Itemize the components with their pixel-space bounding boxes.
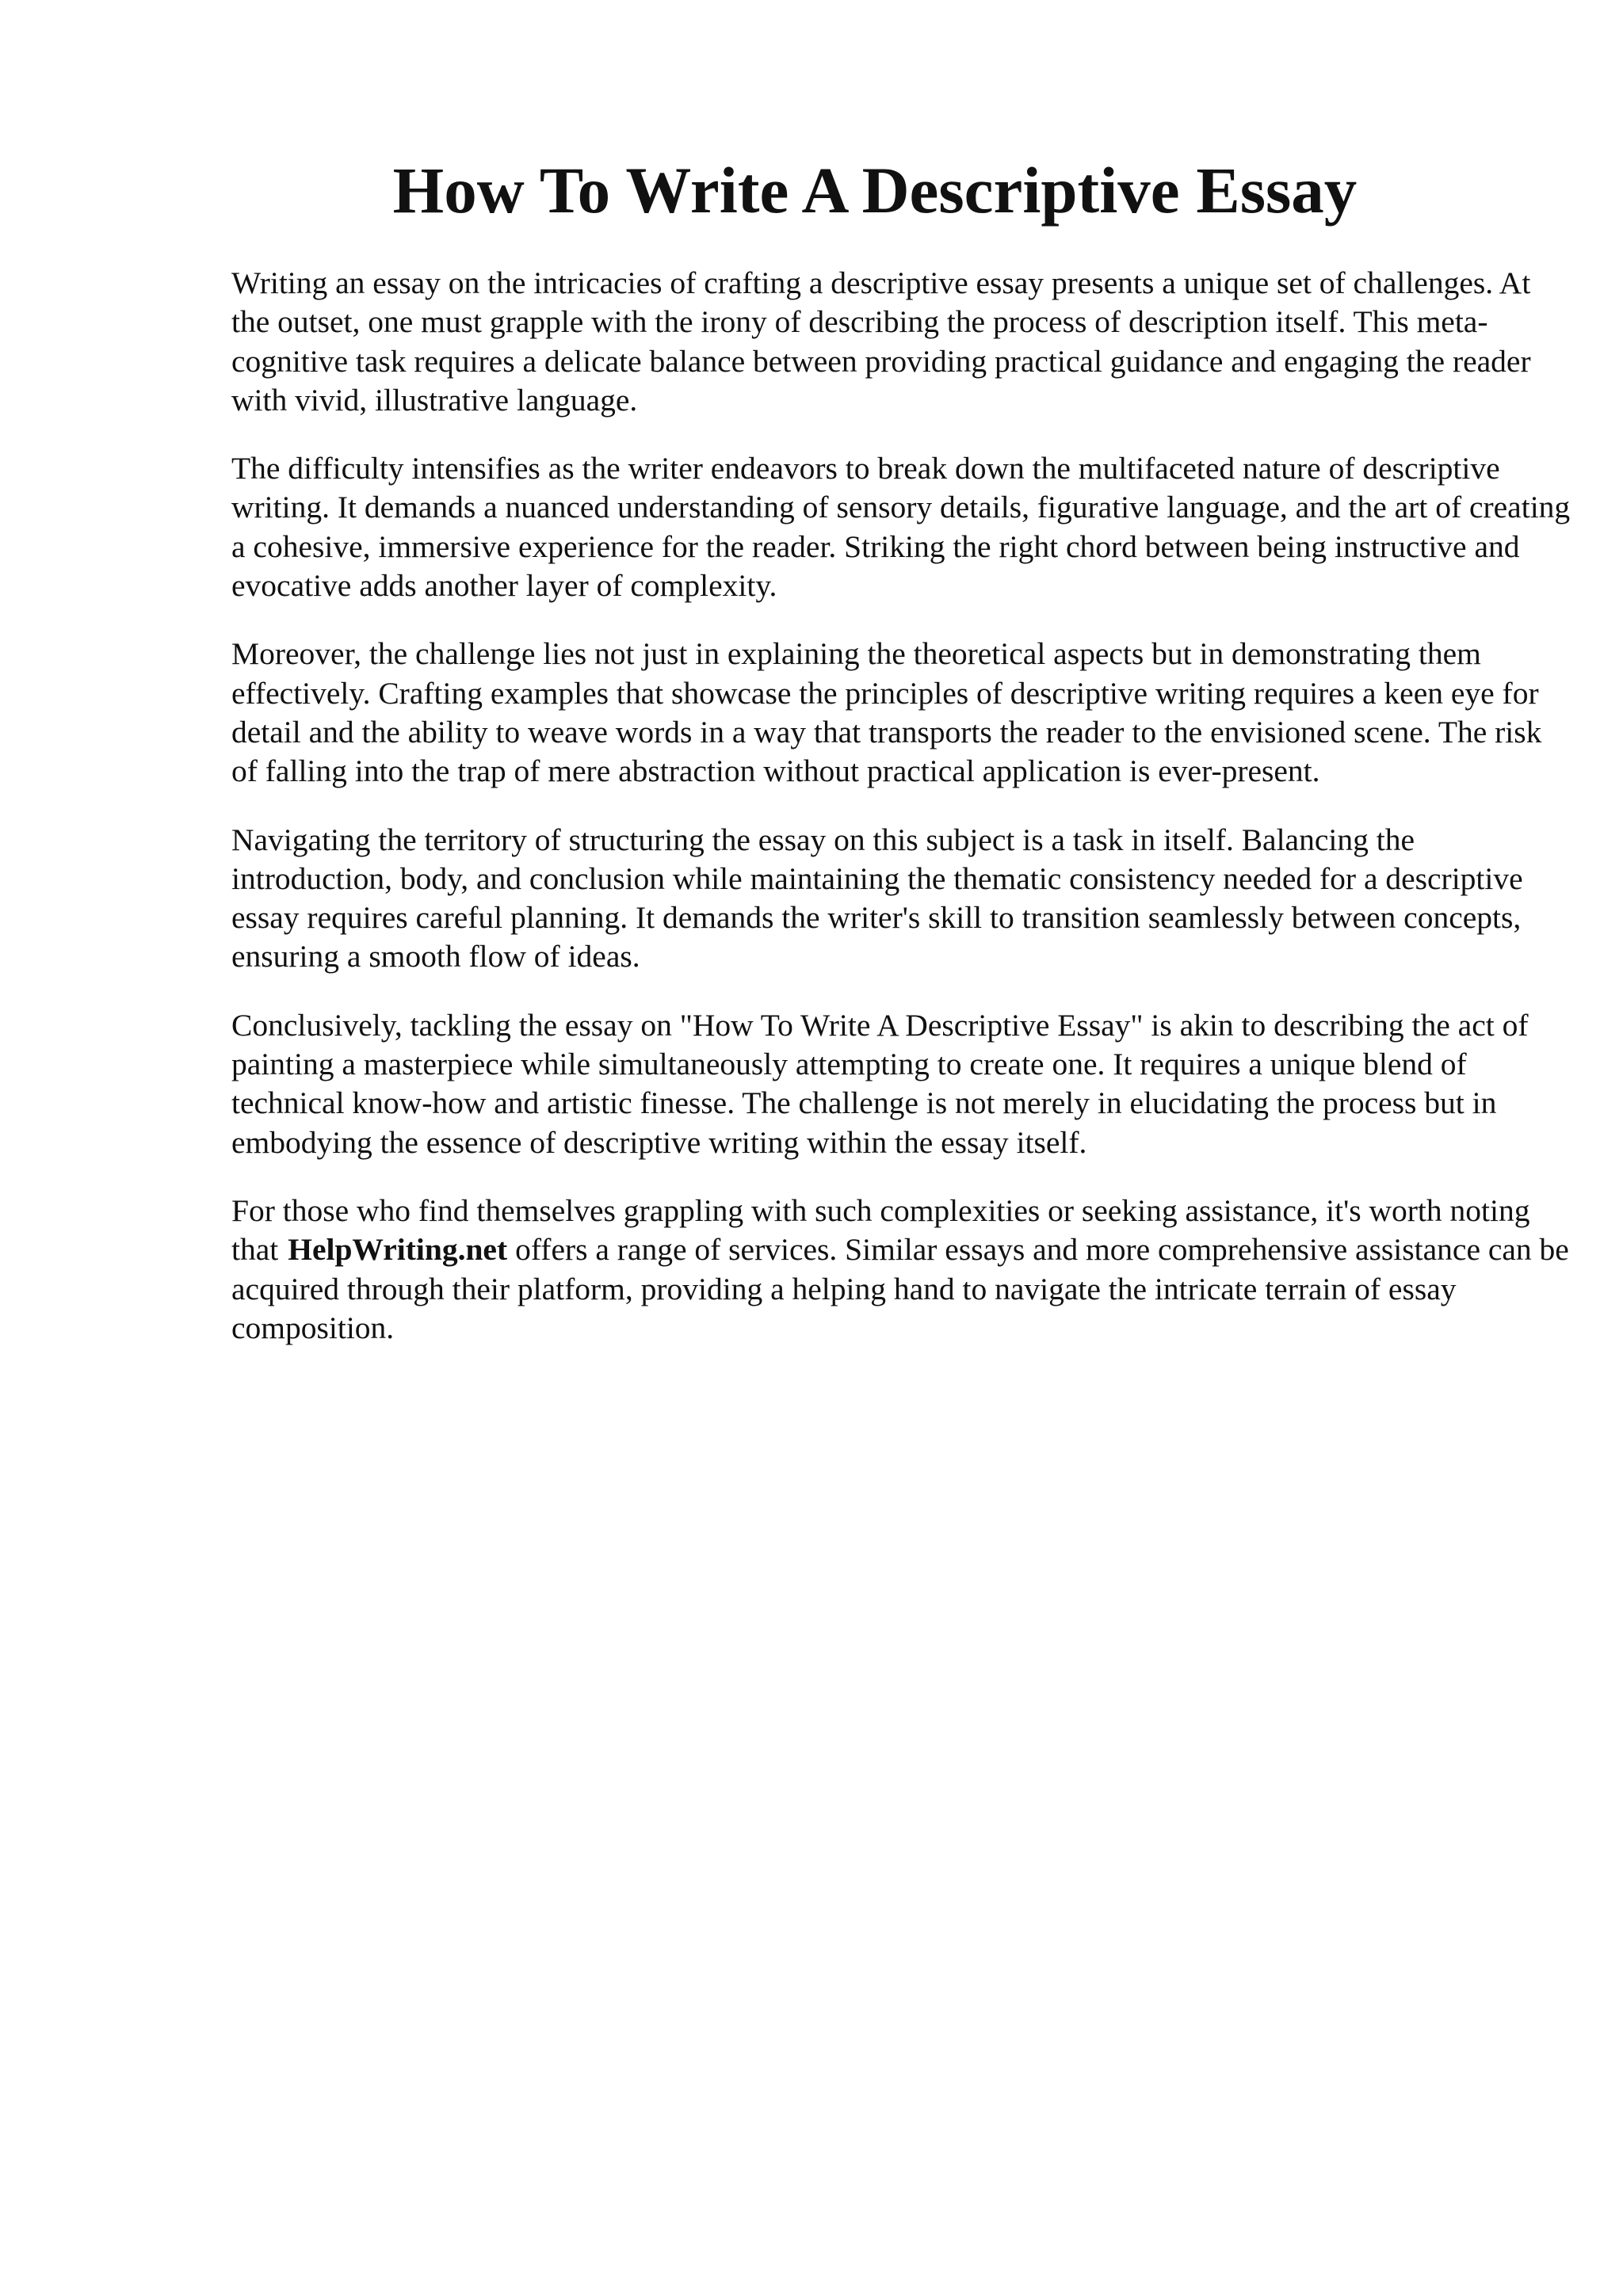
document-title: How To Write A Descriptive Essay	[392, 154, 1358, 227]
closing-paragraph	[231, 1192, 1571, 1348]
paragraph-4: Navigating the territory of structuring the essay on this subject is a task in itself. Balancing the introduction, body, and conclusion while maintaining the thematic consistency needed for a descriptive essay requires careful planning. It demands the writer's skill to transition seamlessly between concepts, ensuring a smooth flow of ideas.	[231, 822, 1523, 974]
paragraph-5: Conclusively, tackling the essay on "How To Write A Descriptive Essay" is akin to describing the act of painting a masterpiece while simultaneously attempting to create one. It requires a unique blend of technical know-how and artistic finesse. The challenge is not merely in elucidating the process but in embodying the essence of descriptive writing within the essay itself.	[231, 1007, 1529, 1160]
closing-text-before-link: For those who find themselves grappling with such complexities or seeking assistance, it's worth noting that	[231, 1192, 1530, 1268]
paragraph-1: Writing an essay on the intricacies of crafting a descriptive essay presents a unique set of challenges. At the outset, one must grapple with the irony of describing the process of description itself. This meta-cognitive task requires a delicate balance between providing practical guidance and engaging the reader with vivid, illustrative language.	[231, 265, 1531, 418]
document-body	[231, 264, 1571, 1377]
helpwriting-link[interactable]: HelpWriting.net	[288, 1232, 508, 1268]
paragraph-3: Moreover, the challenge lies not just in explaining the theoretical aspects but in demonstrating them effectively. Crafting examples that showcase the principles of descriptive writing requires a keen eye for detail and the ability to weave words in a way that transports the reader to the envisioned scene. The risk of falling into the trap of mere abstraction without practical application is ever-present.	[231, 636, 1542, 789]
paragraph-2: The difficulty intensifies as the writer endeavors to break down the multifaceted nature of descriptive writing. It demands a nuanced understanding of sensory details, figurative language, and the art of creating a cohesive, immersive experience for the reader. Striking the right chord between being instructive and evocative adds another layer of complexity.	[231, 451, 1571, 604]
closing-text-after-link: offers a range of services. Similar essays and more comprehensive assistance can be acquired through their platform, providing a helping hand to navigate the intricate terrain of essay composition.	[231, 1232, 1569, 1345]
